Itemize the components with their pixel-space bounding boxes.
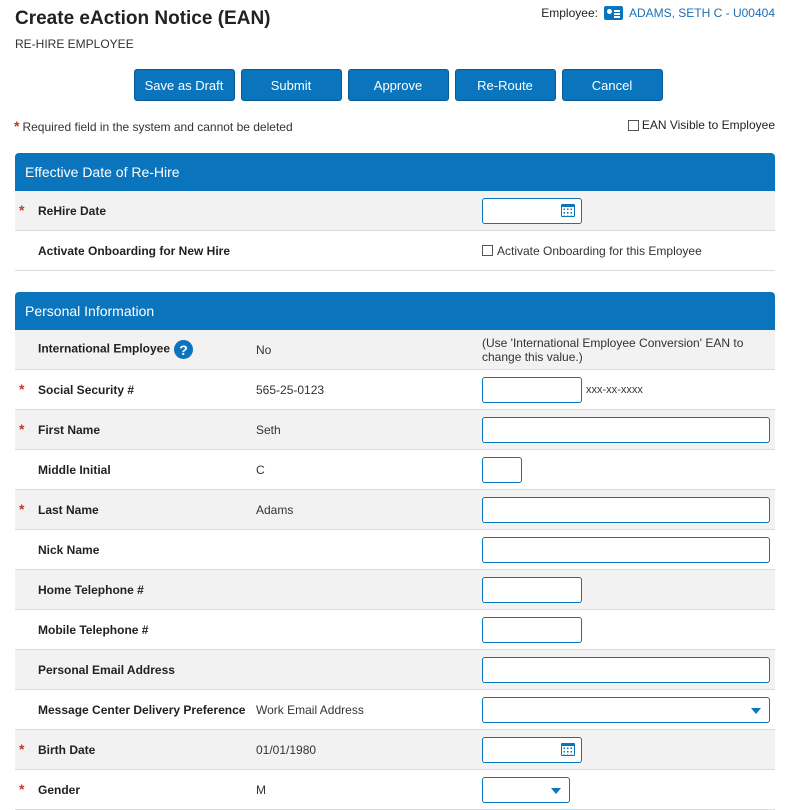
current-value: M	[256, 782, 266, 797]
reroute-button[interactable]: Re-Route	[455, 69, 556, 101]
middle-initial-row	[15, 450, 775, 490]
required-star: *	[19, 381, 25, 397]
chevron-down-icon[interactable]	[751, 708, 761, 714]
current-value: 565-25-0123	[256, 382, 325, 397]
mobile-phone-input[interactable]	[482, 617, 582, 643]
field-label: Message Center Delivery Preference	[38, 702, 246, 717]
ean-visible-toggle[interactable]	[628, 118, 775, 132]
field-label: Mobile Telephone #	[38, 622, 149, 637]
field-label: Last Name	[38, 502, 99, 517]
field-label: Nick Name	[38, 542, 100, 557]
first-name-row	[15, 410, 775, 450]
calendar-icon[interactable]	[561, 743, 575, 756]
employee-label: Employee:	[541, 6, 598, 20]
nick-name-input[interactable]	[482, 537, 770, 563]
field-label: International Employee ?	[38, 340, 193, 359]
id-card-icon	[604, 6, 623, 20]
personal-email-input[interactable]	[482, 657, 770, 683]
action-toolbar	[0, 69, 790, 101]
first-name-input[interactable]	[482, 417, 770, 443]
ssn-row	[15, 370, 775, 410]
required-star: *	[19, 421, 25, 437]
gender-row	[15, 770, 775, 810]
format-hint: xxx-xx-xxxx	[586, 383, 643, 396]
rehire-date-row	[15, 191, 775, 231]
employee-link[interactable]: ADAMS, SETH C - U00404	[628, 6, 775, 20]
birth-date-row	[15, 730, 775, 770]
chevron-down-icon[interactable]	[551, 788, 561, 794]
current-value: No	[256, 342, 272, 357]
section-header: Effective Date of Re-Hire	[15, 153, 775, 191]
delivery-pref-select[interactable]	[482, 697, 770, 723]
cancel-button[interactable]: Cancel	[562, 69, 663, 101]
page-subtitle: RE-HIRE EMPLOYEE	[15, 37, 134, 51]
page-title: Create eAction Notice (EAN)	[15, 8, 271, 29]
field-label: First Name	[38, 422, 101, 437]
onboarding-checkbox[interactable]	[482, 245, 493, 256]
required-note-text: Required field in the system and cannot be deleted	[22, 120, 293, 134]
approve-button[interactable]: Approve	[348, 69, 449, 101]
mobile-phone-row	[15, 610, 775, 650]
birth-date-input[interactable]	[482, 737, 582, 763]
field-label: Middle Initial	[38, 462, 111, 477]
help-icon[interactable]: ?	[174, 340, 193, 359]
last-name-input[interactable]	[482, 497, 770, 523]
personal-info-section	[15, 292, 775, 810]
field-label: ReHire Date	[38, 203, 107, 218]
last-name-row	[15, 490, 775, 530]
save-draft-button[interactable]: Save as Draft	[134, 69, 235, 101]
field-label: Activate Onboarding for New Hire	[38, 243, 231, 258]
required-star: *	[19, 741, 25, 757]
calendar-icon[interactable]	[561, 204, 575, 217]
required-star: *	[14, 118, 20, 134]
field-label: Home Telephone #	[38, 582, 144, 597]
field-label: Gender	[38, 782, 81, 797]
current-value: C	[256, 462, 265, 477]
current-value: Work Email Address	[256, 702, 364, 717]
international-row	[15, 330, 775, 370]
ean-visible-label: EAN Visible to Employee	[641, 118, 775, 132]
field-label: Personal Email Address	[38, 662, 175, 677]
rehire-date-input[interactable]	[482, 198, 582, 224]
employee-info	[541, 6, 775, 20]
field-label: Birth Date	[38, 742, 96, 757]
gender-select[interactable]	[482, 777, 570, 803]
submit-button[interactable]: Submit	[241, 69, 342, 101]
delivery-pref-row	[15, 690, 775, 730]
current-value: 01/01/1980	[256, 742, 317, 757]
middle-initial-input[interactable]	[482, 457, 522, 483]
section-header: Personal Information	[15, 292, 775, 330]
onboarding-checkbox-label: Activate Onboarding for this Employee	[497, 243, 702, 258]
ssn-input[interactable]	[482, 377, 582, 403]
current-value: Adams	[256, 502, 294, 517]
required-star: *	[19, 781, 25, 797]
field-label: Social Security #	[38, 382, 135, 397]
ean-visible-checkbox[interactable]	[628, 120, 639, 131]
current-value: Seth	[256, 422, 281, 437]
onboarding-row	[15, 231, 775, 271]
required-star: *	[19, 501, 25, 517]
effective-date-section	[15, 153, 775, 271]
field-note: (Use 'International Employee Conversion' EAN to change this value.)	[482, 336, 744, 364]
required-star: *	[19, 202, 25, 218]
required-note	[14, 118, 293, 134]
home-phone-row	[15, 570, 775, 610]
personal-email-row	[15, 650, 775, 690]
home-phone-input[interactable]	[482, 577, 582, 603]
nick-name-row	[15, 530, 775, 570]
